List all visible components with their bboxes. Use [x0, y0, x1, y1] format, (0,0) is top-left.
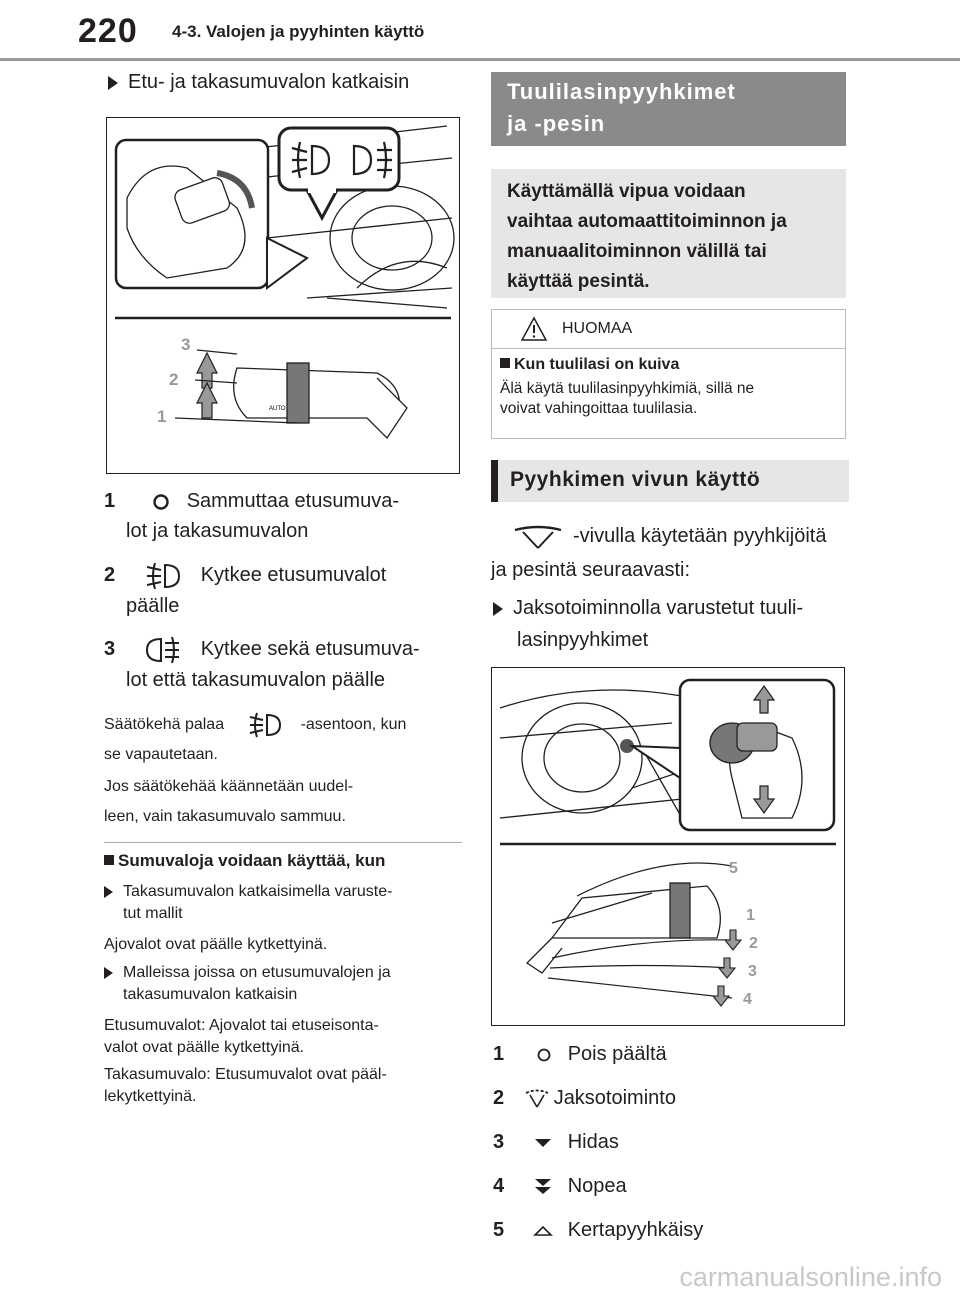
bullet-arrow-icon — [108, 76, 118, 90]
return-paragraph: Säätökehä palaa -asentoon, kun se vapautetaan. — [104, 710, 464, 770]
callout-3: 3 — [748, 963, 757, 980]
wiper-intro-box: Käyttämällä vipua voidaan vaihtaa automaattitoiminnon ja manuaalitoiminnon välillä tai käyttää pesintä. — [491, 169, 846, 298]
fog-switch-figure — [106, 117, 460, 474]
condition-text-2: Etusumuvalot: Ajovalot tai etuseisonta- valot ovat päälle kytkettyinä. — [104, 1017, 379, 1056]
wiper-lever-icon — [513, 524, 563, 550]
fog-item-1: 1 Sammuttaa etusumuva- lot ja takasumuvalon — [104, 490, 400, 542]
square-bullet-icon — [500, 358, 510, 368]
condition-text-3: Takasumuvalo: Etusumuvalot ovat pääl- lekytkettyinä. — [104, 1066, 387, 1105]
warning-triangle-icon — [520, 316, 548, 342]
slow-arrow-icon — [532, 1134, 554, 1152]
fog-item-2: 2 Kytkee etusumuvalot päälle — [104, 560, 464, 621]
callout-4: 4 — [743, 991, 752, 1008]
callout-2: 2 — [169, 370, 179, 389]
fog-conditions-heading: Sumuvaloja voidaan käyttää, kun — [104, 851, 385, 871]
chapter-title: 4-3. Valojen ja pyyhinten käyttö — [172, 22, 425, 41]
page-number: 220 — [78, 12, 138, 50]
notice-header — [492, 310, 845, 349]
notice-box — [491, 309, 846, 439]
off-circle-icon — [149, 491, 173, 513]
callout-1: 1 — [746, 907, 755, 924]
condition-bullet-2: Malleissa joissa on etusumuvalojen ja takasumuvalon katkaisin — [104, 962, 391, 1006]
rear-fog-icon — [143, 635, 183, 665]
wiper-item-2: 2 Jaksotoiminto — [493, 1087, 676, 1109]
off-circle-icon — [534, 1045, 554, 1065]
intermittent-bullet: Jaksotoiminnolla varustetut tuuli- lasinpyyhkimet — [493, 592, 803, 656]
condition-bullet-1: Takasumuvalon katkaisimella varuste- tut mallit — [104, 881, 392, 925]
callout-1: 1 — [157, 407, 167, 426]
header-rule — [0, 58, 960, 61]
section-lever-title: Pyyhkimen vivun käyttö — [491, 460, 849, 502]
section-divider — [104, 842, 462, 843]
section-wipers-title: Tuulilasinpyyhkimet ja -pesin — [491, 72, 846, 146]
callout-2: 2 — [749, 935, 758, 952]
wiper-item-5: 5 Kertapyyhkäisy — [493, 1219, 704, 1241]
fog-item-3: 3 Kytkee sekä etusumuva- lot että takasumuvalon päälle — [104, 634, 464, 695]
lever-paragraph: -vivulla käytetään pyyhkijöitä ja pesintä seuraavasti: — [491, 525, 827, 581]
notice-title: HUOMAA — [562, 320, 633, 337]
fog-switch-illustration — [107, 118, 459, 473]
intermittent-wiper-icon — [524, 1088, 550, 1110]
fast-arrow-icon — [532, 1176, 554, 1198]
fog-switch-bullet: Etu- ja takasumuvalon katkaisin — [108, 67, 409, 97]
front-fog-icon — [247, 711, 283, 739]
notice-text: Älä käytä tuulilasinpyyhkimiä, sillä ne voivat vahingoittaa tuulilasia. — [500, 380, 755, 417]
wiper-item-1: 1 Pois päältä — [493, 1043, 667, 1065]
notice-heading: Kun tuulilasi on kuiva — [492, 349, 845, 374]
turn-again-paragraph: Jos säätökehää käännetään uudel- leen, vain takasumuvalo sammuu. — [104, 778, 354, 825]
bullet-arrow-icon — [104, 967, 113, 979]
wiper-item-3: 3 Hidas — [493, 1131, 619, 1153]
wiper-figure — [491, 667, 845, 1026]
mist-icon — [532, 1222, 554, 1240]
wiper-item-4: 4 Nopea — [493, 1175, 627, 1197]
callout-5: 5 — [729, 860, 738, 877]
condition-text-1: Ajovalot ovat päälle kytkettyinä. — [104, 936, 328, 953]
front-fog-icon — [143, 561, 183, 591]
bullet-arrow-icon — [104, 886, 113, 898]
watermark: carmanualsonline.info — [679, 1262, 942, 1292]
callout-3: 3 — [181, 335, 191, 354]
square-bullet-icon — [104, 855, 114, 865]
wiper-illustration — [492, 668, 844, 1025]
auto-label: AUTO — [269, 406, 286, 412]
bullet-arrow-icon — [493, 602, 503, 616]
